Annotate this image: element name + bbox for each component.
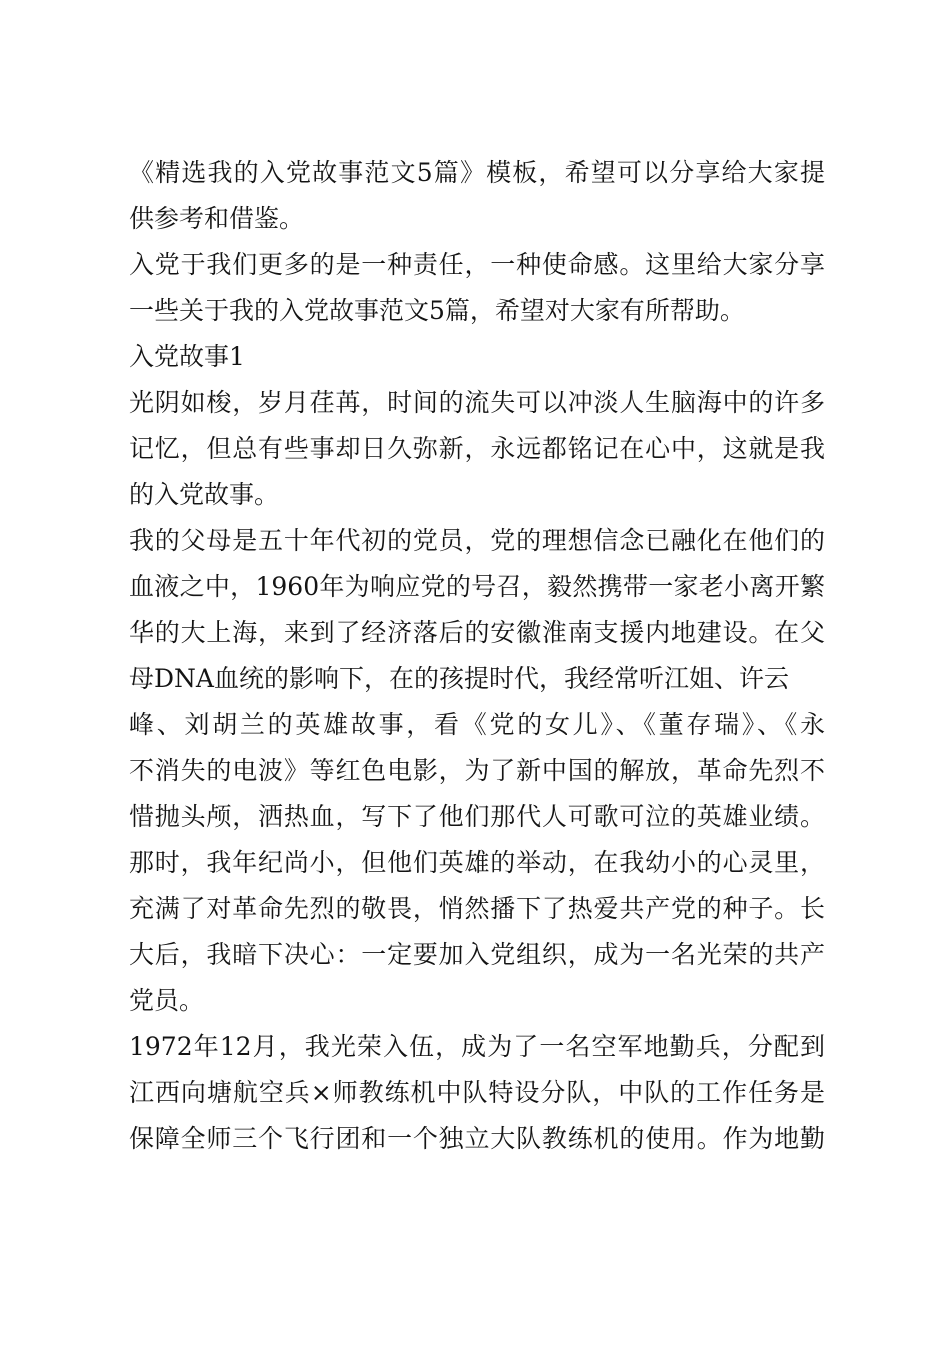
section-heading: 入党故事1 [129, 342, 245, 371]
paragraph-line: 惜抛头颅，洒热血，写下了他们那代人可歌可泣的英雄业绩。 [129, 802, 825, 831]
paragraph-line: 华的大上海，来到了经济落后的安徽淮南支援内地建设。在父 [129, 618, 825, 647]
intro-line-2: 供参考和借鉴。 [129, 204, 305, 233]
paragraph-line: 不消失的电波》等红色电影，为了新中国的解放，革命先烈不 [129, 756, 825, 785]
document-body [129, 150, 825, 1162]
paragraph-line: 大后，我暗下决心：一定要加入党组织，成为一名光荣的共产 [129, 940, 825, 969]
intro-line-1: 《精选我的入党故事范文5篇》模板，希望可以分享给大家提 [129, 158, 825, 187]
summary-line-1: 入党于我们更多的是一种责任，一种使命感。这里给大家分享 [129, 250, 825, 279]
paragraph-line: 光阴如梭，岁月荏苒，时间的流失可以冲淡人生脑海中的许多 [129, 388, 825, 417]
paragraph-line: 记忆，但总有些事却日久弥新，永远都铭记在心中，这就是我 [129, 434, 825, 463]
paragraph-line: 1972年12月，我光荣入伍，成为了一名空军地勤兵，分配到 [129, 1032, 825, 1061]
paragraph-line: 江西向塘航空兵×师教练机中队特设分队，中队的工作任务是 [129, 1078, 825, 1107]
paragraph-line: 的入党故事。 [129, 480, 280, 509]
paragraph-line: 母DNA血统的影响下，在的孩提时代，我经常听江姐、许云 [129, 664, 789, 693]
paragraph-line: 那时，我年纪尚小，但他们英雄的举动，在我幼小的心灵里， [129, 848, 825, 877]
summary-line-2: 一些关于我的入党故事范文5篇，希望对大家有所帮助。 [129, 296, 745, 325]
paragraph-line: 保障全师三个飞行团和一个独立大队教练机的使用。作为地勤 [129, 1124, 825, 1153]
paragraph-line: 血液之中，1960年为响应党的号召，毅然携带一家老小离开繁 [129, 572, 825, 601]
paragraph-line: 峰、刘胡兰的英雄故事，看《党的女儿》、《董存瑞》、《永 [129, 710, 825, 739]
paragraph-line: 充满了对革命先烈的敬畏，悄然播下了热爱共产党的种子。长 [129, 894, 825, 923]
paragraph-line: 党员。 [129, 986, 205, 1015]
paragraph-line: 我的父母是五十年代初的党员，党的理想信念已融化在他们的 [129, 526, 825, 555]
